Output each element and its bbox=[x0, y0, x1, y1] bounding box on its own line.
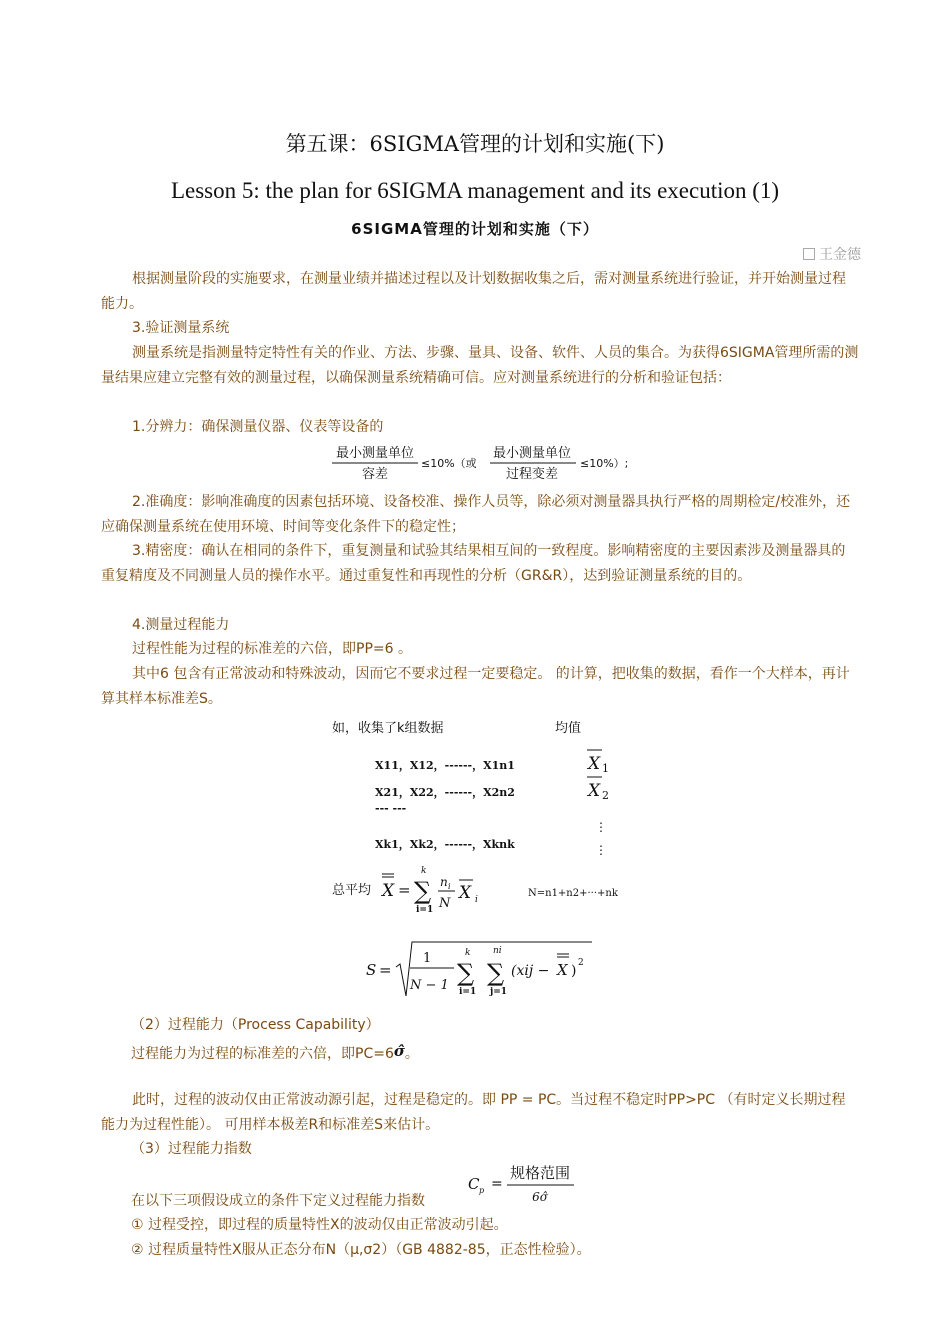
page-title-english: Lesson 5: the plan for 6SIGMA management and its execution (1) bbox=[170, 178, 780, 203]
sum3-upper-ni: ni bbox=[493, 946, 502, 956]
author-name: 王金德 bbox=[819, 247, 861, 263]
ni-subscript: i bbox=[448, 882, 451, 891]
cp-denominator: 6σ̂ bbox=[532, 1190, 548, 1204]
section-heading-3: 3.验证测量系统 bbox=[132, 320, 230, 336]
s-equals: = bbox=[379, 961, 392, 979]
sum2-upper-k: k bbox=[465, 948, 471, 958]
mean-vertical-dots-1: ⋮ bbox=[595, 820, 607, 834]
n-total-formula: N=n1+n2+···+nk bbox=[528, 888, 618, 899]
mean-vertical-dots-2: ⋮ bbox=[595, 843, 607, 857]
sample-paragraph: 其中6 包含有正常波动和特殊波动，因而它不要求过程一定要稳定。 的计算，把收集的数据，看作一个大样本，再计算其样本标准差S。 bbox=[101, 666, 850, 707]
dev-close-paren: ) bbox=[571, 963, 577, 979]
sum2-lower: i=1 bbox=[459, 987, 477, 997]
process-capability-text-end: 。 bbox=[404, 1046, 419, 1062]
cp-equals: = bbox=[491, 1176, 503, 1192]
capability-index-heading: （3）过程能力指数 bbox=[131, 1141, 252, 1157]
data-row-ellipsis: --- --- bbox=[375, 802, 407, 815]
dev-grand-symbol: X bbox=[557, 961, 568, 979]
stability-paragraph: 此时，过程的波动仅由正常波动源引起，过程是稳定的。即 PP = PC。当过程不稳定时PP>PC （有时定义长期过程能力为过程性能）。 可用样本极差R和标准差S来估计。 bbox=[101, 1092, 846, 1133]
xi-symbol: X bbox=[459, 883, 472, 903]
measurement-system-paragraph: 测量系统是指测量特定特性有关的作业、方法、步骤、量具、设备、软件、人员的集合。为获得6SIGMA管理所需的测量结果应建立完整有效的测量过程，以确保测量系统精确可信。应对测量系统进行的分析和验证包括： bbox=[101, 345, 859, 386]
process-capability-heading: （2）过程能力（Process Capability） bbox=[131, 1017, 380, 1033]
sum-symbol-2: ∑ bbox=[457, 959, 475, 987]
square-exponent: 2 bbox=[578, 958, 584, 968]
cp-numerator: 规格范围 bbox=[509, 1164, 571, 1182]
assumption-1: ① 过程受控，即过程的质量特性X的波动仅由正常波动引起。 bbox=[131, 1217, 508, 1233]
mean1-symbol: X bbox=[588, 754, 601, 774]
process-capability-text: 过程能力为过程的标准差的六倍，即PC=6 bbox=[131, 1046, 394, 1062]
figure-heading: 如，收集了k组数据 bbox=[332, 721, 444, 736]
page-title-chinese: 第五课：6SIGMA管理的计划和实施(下) bbox=[285, 132, 665, 156]
process-capability-paragraph bbox=[131, 1041, 831, 1067]
xi-subscript: i bbox=[475, 895, 478, 905]
n-minus-1: N − 1 bbox=[410, 978, 449, 993]
cp-subscript: p bbox=[479, 1186, 485, 1195]
resolution-formula-svg bbox=[330, 442, 640, 484]
precision-item: 3.精密度：确认在相同的条件下，重复测量和试验其结果相互间的一致程度。影响精密度的主要因素涉及测量器具的重复精度及不同测量人员的操作水平。通过重复性和再现性的分析（GR&R），达到验证测量系统的目的。 bbox=[101, 543, 846, 584]
assumption-2: ② 过程质量特性X服从正态分布N（μ,σ2）（GB 4882-85，正态性检验）。 bbox=[131, 1242, 591, 1258]
formula-middle: ≤10%（或 bbox=[421, 457, 477, 470]
accuracy-item: 2.准确度：影响准确度的因素包括环境、设备校准、操作人员等，除必须对测量器具执行严格的周期检定/校准外，还应确保测量系统在使用环境、时间等变化条件下的稳定性； bbox=[101, 494, 851, 535]
ni-numerator: n bbox=[440, 875, 448, 889]
section-heading-4: 4.测量过程能力 bbox=[132, 617, 230, 633]
mean2-symbol: X bbox=[588, 781, 601, 801]
one-numerator: 1 bbox=[423, 951, 432, 966]
cp-symbol: C bbox=[468, 1175, 480, 1193]
formula-end: ≤10%）; bbox=[580, 457, 629, 470]
author-line bbox=[803, 244, 861, 264]
sum-upper-k: k bbox=[421, 866, 427, 876]
article-subtitle: 6SIGMA管理的计划和实施（下） bbox=[351, 220, 599, 238]
resolution-item: 1.分辨力：确保测量仪器、仪表等设备的 bbox=[132, 419, 384, 435]
resolution-formula bbox=[330, 442, 640, 484]
data-row-2: X21，X22，------，X2n2 bbox=[375, 786, 515, 799]
intro-paragraph: 根据测量阶段的实施要求，在测量业绩并描述过程以及计划数据收集之后，需对测量系统进行验证，并开始测量过程能力。 bbox=[101, 271, 846, 312]
n-denominator: N bbox=[439, 896, 451, 911]
grand-mean-label: 总平均 bbox=[332, 883, 372, 898]
sum-lower-1: i=1 bbox=[416, 905, 434, 915]
mean1-subscript: 1 bbox=[602, 762, 609, 775]
data-collection-svg bbox=[330, 714, 650, 1006]
capability-index-paragraph: 在以下三项假设成立的条件下定义过程能力指数 bbox=[131, 1193, 425, 1209]
checkbox-icon bbox=[803, 248, 815, 260]
mean2-subscript: 2 bbox=[602, 789, 609, 802]
data-collection-figure bbox=[330, 714, 650, 1006]
fraction2-numerator: 最小测量单位 bbox=[492, 446, 572, 461]
sum-symbol-1: ∑ bbox=[414, 877, 432, 905]
sum3-lower: j=1 bbox=[490, 987, 508, 997]
data-row-1: X11，X12，------，X1n1 bbox=[375, 759, 515, 772]
fraction1-denominator: 容差 bbox=[361, 467, 389, 482]
data-row-k: Xk1，Xk2，------，Xknk bbox=[375, 838, 515, 851]
sum-symbol-3: ∑ bbox=[487, 959, 505, 987]
fraction1-numerator: 最小测量单位 bbox=[335, 446, 415, 461]
sigma-hat-symbol: σ̂ bbox=[393, 1042, 405, 1060]
grand-mean-symbol: X bbox=[382, 881, 395, 901]
mean-label: 均值 bbox=[555, 721, 582, 736]
process-performance-paragraph: 过程性能为过程的标准差的六倍，即PP=6 。 bbox=[132, 641, 412, 657]
fraction2-denominator: 过程变差 bbox=[505, 467, 559, 482]
equals-sign: = bbox=[398, 881, 411, 899]
deviation-term: (xij − bbox=[511, 963, 550, 979]
s-symbol: S bbox=[366, 961, 377, 979]
